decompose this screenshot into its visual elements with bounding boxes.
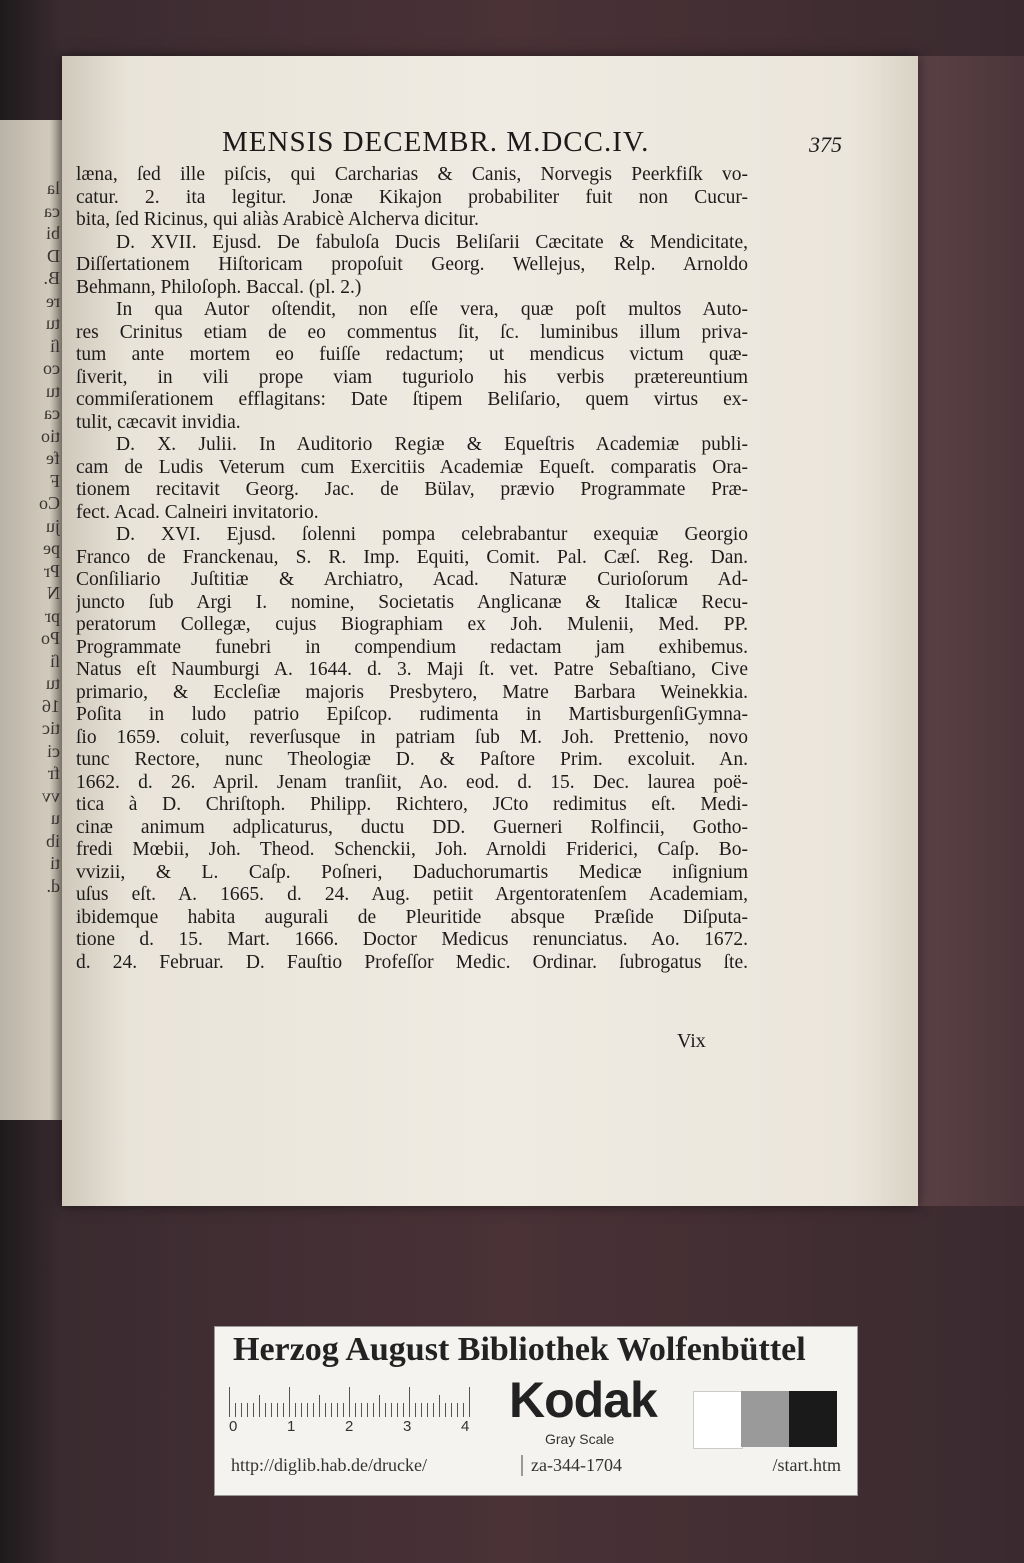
bleed-through-fragment: F (49, 470, 60, 491)
ruler-tick (385, 1403, 386, 1417)
ruler-tick (451, 1403, 452, 1417)
ruler-label: 2 (345, 1418, 354, 1435)
text-line: cam de Ludis Veterum cum Exercitiis Academiæ Equeſt. comparatis Ora- (76, 456, 748, 478)
ruler-tick (403, 1403, 404, 1417)
ruler-tick (361, 1403, 362, 1417)
body-text (76, 164, 748, 974)
ruler-tick (379, 1395, 380, 1417)
ruler-tick (349, 1387, 350, 1417)
bleed-through-fragment: tio (40, 425, 60, 446)
page-header (222, 126, 842, 160)
text-line: 1662. d. 26. April. Jenam tranſiit, Ao. eod. d. 15. Dec. laurea poë- (76, 771, 748, 793)
text-line: cinæ animum adplicaturus, ductu DD. Guerneri Rolfincii, Gotho- (76, 816, 748, 838)
gray-swatch-black (789, 1391, 837, 1447)
ruler-label: 3 (403, 1418, 412, 1435)
running-head: MENSIS DECEMBR. M.DCC.IV. (222, 126, 650, 158)
text-line: res Crinitus etiam de eo commentus ſit, ſc. luminibus illum priva- (76, 321, 748, 343)
text-line: peratorum Collegæ, cujus Biographiam ex Joh. Mulenii, Med. PP. (76, 614, 748, 635)
ruler-tick (313, 1403, 314, 1417)
ruler-label: 4 (461, 1418, 470, 1435)
bleed-through-fragment: co (43, 358, 60, 378)
text-line: tione d. 15. Mart. 1666. Doctor Medicus renunciatus. Ao. 1672. (76, 929, 748, 950)
previous-page-edge (0, 120, 62, 1120)
bleed-through-fragment: ib (45, 830, 60, 851)
text-line: Behmann, Philoſoph. Baccal. (pl. 2.) (76, 276, 362, 298)
text-line: D. XVII. Ejusd. De fabuloſa Ducis Beliſarii Cæcitate & Mendicitate, (116, 231, 748, 253)
ruler-tick (319, 1395, 320, 1417)
gray-swatch-white (693, 1391, 743, 1449)
text-line: primario, & Eccleſiæ majoris Presbytero, Matre Barbara Weinekkia. (76, 681, 748, 703)
bleed-through-fragment: Po (40, 628, 60, 648)
text-line: læna, ſed ille piſcis, qui Carcharias & Canis, Norvegis Peerkfiſk vo- (76, 164, 748, 185)
book-page (62, 56, 918, 1206)
bleed-through-fragment: ti (49, 853, 60, 873)
bleed-through-fragment: ca (44, 200, 60, 221)
start-page-url: /start.htm (772, 1455, 841, 1475)
ruler-label: 1 (287, 1418, 296, 1435)
text-line: ſio 1659. coluit, reverſusque in patriam ſub M. Joh. Prettenio, novo (76, 726, 748, 748)
ruler-tick (355, 1403, 356, 1417)
ruler-tick (409, 1387, 410, 1417)
text-line: In qua Autor oſtendit, non eſſe vera, quæ poſt multos Auto- (116, 299, 748, 320)
text-line: tum ante mortem eo fuiſſe redactum; ut mendicus victum quæ- (76, 344, 748, 365)
text-line: tulit, cæcavit invidia. (76, 411, 241, 433)
text-line: uſus eſt. A. 1665. d. 24. Aug. petiit Argentoratenſem Academiam, (76, 884, 748, 905)
ruler-tick (331, 1403, 332, 1417)
bleed-through-fragment: tic (42, 718, 60, 738)
ruler-tick (241, 1403, 242, 1417)
text-line: d. 24. Februar. D. Fauſtio Profeſſor Medic. Ordinar. ſubrogatus ſte. (76, 951, 748, 973)
ruler-tick (295, 1403, 296, 1417)
ruler-tick (445, 1403, 446, 1417)
ruler-tick (421, 1403, 422, 1417)
ruler-tick (337, 1403, 338, 1417)
digitization-target-card (214, 1326, 858, 1496)
bleed-through-fragment: pr (45, 605, 60, 626)
ruler-tick (325, 1403, 326, 1417)
text-line: Franco de Franckenau, S. R. Imp. Equiti, Comit. Pal. Cæſ. Reg. Dan. (76, 546, 748, 568)
bleed-through-fragment: tu (45, 673, 60, 693)
ruler-tick (367, 1403, 368, 1417)
ruler-tick (469, 1387, 470, 1417)
page-number: 375 (809, 132, 842, 157)
ruler-tick (433, 1403, 434, 1417)
ruler-tick (457, 1403, 458, 1417)
text-line: fredi Mœbii, Joh. Theod. Schenckii, Joh. Arnoldi Friderici, Caſp. Bo- (76, 839, 748, 860)
ruler-tick (343, 1403, 344, 1417)
ruler-tick (247, 1403, 248, 1417)
bleed-through-fragment: N (47, 583, 60, 603)
bleed-through-fragment: d. (46, 875, 60, 896)
text-line: D. X. Julii. In Auditorio Regiæ & Equeſtris Academiæ publi- (116, 434, 748, 455)
ruler-tick (391, 1403, 392, 1417)
bleed-through-fragment: la (47, 178, 60, 198)
bleed-through-fragment: fr (48, 763, 60, 783)
text-line: fect. Acad. Calneiri invitatorio. (76, 501, 319, 523)
ruler-label: 0 (229, 1418, 238, 1435)
text-line: commiſerationem efflagitans: Date ſtipem Beliſario, quem virtus ex- (76, 389, 748, 410)
bleed-through-fragment: u (51, 808, 60, 828)
text-line: Poſita in ludo patrio Epiſcop. rudimenta in MartisburgenſiGymna- (76, 704, 748, 725)
ruler-tick (283, 1403, 284, 1417)
text-line: tica à D. Chriſtoph. Philipp. Richtero, JCto redimitus eſt. Medi- (76, 794, 748, 815)
text-line: vvizii, & L. Caſp. Poſneri, Daduchorumartis Medicæ inſignium (76, 861, 748, 883)
ruler-tick (427, 1403, 428, 1417)
bleed-through-fragment: ju (45, 515, 60, 536)
ruler-tick (277, 1403, 278, 1417)
catchword: Vix (677, 1030, 706, 1052)
digital-library-url: http://diglib.hab.de/drucke/ (231, 1455, 427, 1475)
bleed-through-fragment: re (46, 290, 60, 311)
bleed-through-fragment: ci (47, 740, 60, 761)
bleed-through-fragment: ſi (49, 650, 60, 671)
ruler-tick (307, 1403, 308, 1417)
ruler-tick (259, 1395, 260, 1417)
bleed-through-fragment: ca (44, 403, 60, 423)
measurement-ruler (229, 1379, 489, 1435)
text-line: tionem recitavit Georg. Jac. de Bülav, prævio Programmate Præ- (76, 479, 748, 500)
text-line: Diſſertationem Hiſtoricam propoſuit Georg. Wellejus, Relp. Arnoldo (76, 254, 748, 275)
bleed-through-fragment: fe (46, 448, 60, 468)
bleed-through-fragment: Co (38, 493, 60, 513)
ruler-tick (373, 1403, 374, 1417)
ruler-tick (271, 1403, 272, 1417)
ruler-tick (397, 1403, 398, 1417)
text-line: ibidemque habita augurali de Pleuritide absque Præſide Diſputa- (76, 906, 748, 928)
bleed-through-fragment: D (47, 245, 60, 266)
ruler-tick (229, 1387, 230, 1417)
ruler-tick (289, 1387, 290, 1417)
text-line: juncto ſub Argi I. nomine, Societatis Anglicanæ & Italicæ Recu- (76, 591, 748, 613)
bleed-through-fragment: Pr (43, 560, 60, 581)
bleed-through-fragment: tu (45, 313, 60, 333)
text-line: Programmate funebri in compendium redactam jam exhibemus. (76, 636, 748, 658)
library-name: Herzog August Bibliothek Wolfenbüttel (233, 1331, 806, 1368)
bleed-through-fragment: B. (43, 268, 60, 288)
bleed-through-fragment: bi (45, 223, 60, 243)
ruler-tick (439, 1395, 440, 1417)
ruler-tick (415, 1403, 416, 1417)
bleed-through-fragment: ſi (49, 335, 60, 356)
ruler-tick (463, 1403, 464, 1417)
bleed-through-fragment: tu (45, 380, 60, 401)
text-line: D. XVI. Ejusd. ſolenni pompa celebrabantur exequiæ Georgio (116, 524, 748, 545)
text-line: catur. 2. ita legitur. Jonæ Kikajon probabiliter fuit non Cucur- (76, 186, 748, 208)
gray-scale-label: Gray Scale (545, 1431, 615, 1447)
bleed-through-fragment: 16 (42, 695, 60, 716)
text-line: Natus eſt Naumburgi A. 1644. d. 3. Maji ſt. vet. Patre Sebaſtiano, Cive (76, 659, 748, 680)
text-line: tunc Rectore, nunc Theologiæ D. & Paſtore Prim. excoluit. An. (76, 749, 748, 770)
text-line: Conſiliario Juſtitiæ & Archiatro, Acad. Naturæ Curioſorum Ad- (76, 569, 748, 590)
bleed-through-fragment: pe (43, 538, 60, 558)
ruler-tick (265, 1403, 266, 1417)
ruler-tick (235, 1403, 236, 1417)
gray-swatch-mid (741, 1391, 789, 1447)
ruler-tick (253, 1403, 254, 1417)
bleed-through-fragment: vv (42, 785, 60, 806)
ruler-tick (301, 1403, 302, 1417)
right-margin-shadow (918, 56, 1024, 1206)
text-line: bita, ſed Ricinus, qui aliàs Arabicè Alcherva dicitur. (76, 209, 479, 230)
text-line: ſiverit, in vili prope viam tuguriolo his verbis prætereuntium (76, 366, 748, 388)
kodak-logo: Kodak (509, 1372, 657, 1428)
shelfmark: za-344-1704 (521, 1455, 622, 1476)
